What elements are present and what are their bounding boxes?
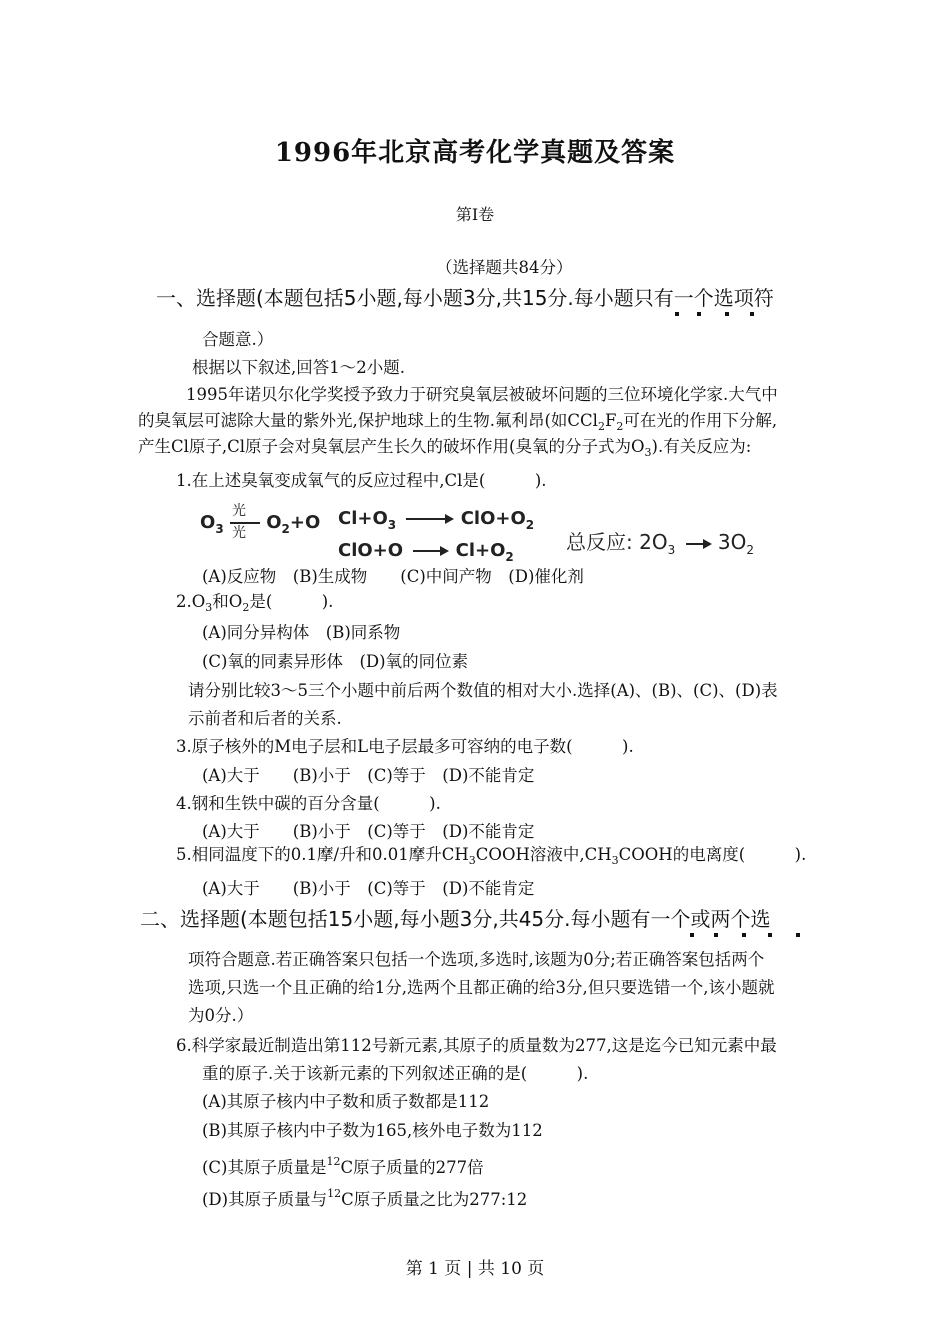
compare-intro-2: 示前者和后者的关系. — [188, 709, 342, 728]
arrow-icon — [682, 539, 712, 549]
page-footer: 第 1 页 | 共 10 页 — [405, 1259, 545, 1279]
section-subtitle: （选择题共84分） — [436, 258, 573, 277]
volume-label: 第I卷 — [455, 205, 495, 224]
passage-line-3: 产生Cl原子,Cl原子会对臭氧层产生长久的破坏作用(臭氧的分子式为$O_3$).有关反应为: — [138, 437, 752, 459]
arrow-icon — [409, 546, 449, 556]
emphasis-dot — [714, 933, 718, 937]
reaction-3: ClO+O $Cl+O_2$ — [338, 540, 514, 564]
emphasis-dot — [725, 312, 729, 316]
question-4-options: (A)大于 (B)小于 (C)等于 (D)不能肯定 — [202, 822, 535, 841]
section1-heading-cont: 合题意.） — [202, 330, 274, 349]
total-reaction: 总反应: $2O_3$ $3O_2$ — [566, 530, 755, 557]
section2-rule-2: 选项,只选一个且正确的给1分,选两个且都正确的给3分,但只要选错一个,该小题就 — [188, 978, 775, 997]
emphasis-dot — [796, 933, 800, 937]
question-5-stem: 5.相同温度下的0.1摩/升和0.01摩升$CH_3COOH$溶液中$,CH_3COOH$的电离度( ). — [176, 845, 807, 867]
question-3-options: (A)大于 (B)小于 (C)等于 (D)不能肯定 — [202, 766, 535, 785]
question-5-options: (A)大于 (B)小于 (C)等于 (D)不能肯定 — [202, 879, 535, 898]
arrow-icon — [402, 514, 454, 524]
passage-line-1: 1995年诺贝尔化学奖授予致力于研究臭氧层被破坏问题的三位环境化学家.大气中 — [186, 385, 778, 404]
section2-rule-3: 为0分.） — [188, 1006, 254, 1025]
compare-intro-1: 请分别比较3～5三个小题中前后两个数值的相对大小.选择(A)、(B)、(C)、(D)表 — [188, 681, 778, 700]
document-title: 1996年北京高考化学真题及答案 — [274, 138, 676, 168]
question-6-option-d: (D)其原子质量与$^{12}$C原子质量之比为277:12 — [202, 1187, 528, 1209]
question-2-options-2: (C)氧的同素异形体 (D)氧的同位素 — [202, 652, 469, 671]
question-4-stem: 4.钢和生铁中碳的百分含量( ). — [176, 794, 441, 813]
reading-intro: 根据以下叙述,回答1～2小题. — [192, 358, 405, 377]
question-6-stem-1: 6.科学家最近制造出第112号新元素,其原子的质量数为277,这是迄今已知元素中最 — [176, 1036, 777, 1055]
emphasis-dot — [750, 312, 754, 316]
passage-line-2: 的臭氧层可滤除大量的紫外光,保护地球上的生物.氟利昂(如$CCl_2F_2$可在光的作用下分解, — [138, 411, 778, 433]
question-6-option-b: (B)其原子核内中子数为165,核外电子数为112 — [202, 1121, 543, 1140]
section2-heading: 二、选择题(本题包括15小题,每小题3分,共45分.每小题有一个或两个选 — [140, 907, 771, 931]
question-6-option-a: (A)其原子核内中子数和质子数都是112 — [202, 1092, 490, 1111]
question-2-options-1: (A)同分异构体 (B)同系物 — [202, 623, 401, 642]
question-1-stem: 1.在上述臭氧变成氧气的反应过程中,Cl是( ). — [176, 471, 547, 490]
section1-heading: 一、选择题(本题包括5小题,每小题3分,共15分.每小题只有一个选项符 — [156, 286, 774, 310]
section2-rule-1: 项符合题意.若正确答案只包括一个选项,多选时,该题为0分;若正确答案包括两个 — [188, 950, 765, 969]
emphasis-dot — [675, 312, 679, 316]
question-3-stem: 3.原子核外的M电子层和L电子层最多可容纳的电子数( ). — [176, 737, 634, 756]
emphasis-dot — [697, 312, 701, 316]
emphasis-dot — [768, 933, 772, 937]
emphasis-dot — [690, 933, 694, 937]
question-6-option-c: (C)其原子质量是$^{12}$C原子质量的277倍 — [202, 1155, 484, 1177]
question-1-options: (A)反应物 (B)生成物 (C)中间产物 (D)催化剂 — [202, 567, 584, 586]
reaction-2: $Cl+O_3$ $ClO+O_2$ — [338, 508, 535, 532]
question-6-stem-2: 重的原子.关于该新元素的下列叙述正确的是( ). — [202, 1064, 589, 1083]
question-2-stem: $2.O_3$和$O_2$是( ). — [176, 592, 334, 614]
light-condition-arrow: $\frac{\text{光}}{\text{光}}$ — [230, 504, 260, 542]
emphasis-dot — [742, 933, 746, 937]
reaction-1: $O_3$ $\frac{\text{光}}{\text{光}}$ $O_2+O$ — [200, 503, 321, 541]
